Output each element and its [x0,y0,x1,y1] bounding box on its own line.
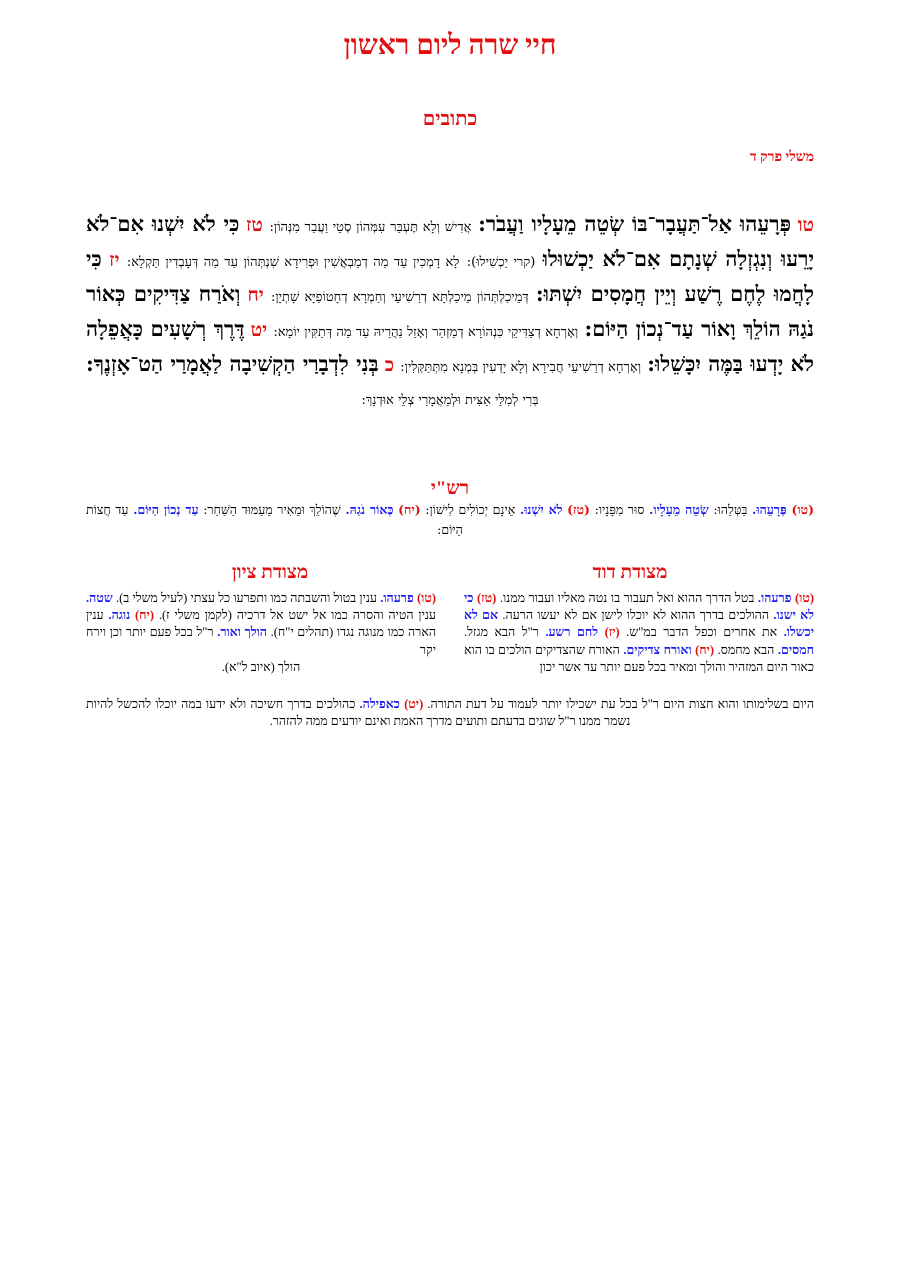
commentary-ref: (טו) [791,502,815,517]
commentary-text: אֵינָם יְכוֹלִים לִישׁוֹן: [425,502,516,517]
commentary-text: ר"ל בכל פעם יותר וכן וירח יקר [86,625,436,657]
commentary-ref: (טו) [416,591,437,605]
commentary-text: שֶׁהוֹלֵךְ וּמֵאִיר מֵעַמּוּד הַשַּׁחַר: [203,502,341,517]
metzudat-zion-column [86,590,436,676]
verse-number: טו [797,214,815,236]
verse-number: יח [247,284,264,306]
commentary-text: ר"ל הבא מגזל. [464,625,539,640]
dibur-hamatchil: כְּאוֹר נֹגַהּ. [345,502,394,517]
dibur-hamatchil: שטה. [86,591,113,605]
dibur-hamatchil: כאפילה. [359,697,400,711]
commentary-ref: (יח) [695,642,715,657]
commentary-text: את אחרים וכפל הדבר במ"ש. [626,625,778,640]
commentary-text: בטל הדרך ההוא ואל תעבור בו נטה מאליו ועבור ממנו. [499,591,755,605]
dibur-hamatchil: פְּרָעֵהוּ. [752,502,787,517]
verse-number: כ [384,354,395,376]
commentary-text: ענין בטול והשבתה כמו ותפרעו כל עצתי (לעיל משלי ב). [115,591,377,605]
metzudat-david-heading: מצודת דוד [592,562,668,583]
commentary-ref: (יח) [134,608,154,623]
dibur-hamatchil: כי לא ישנו. [464,591,814,623]
commentary-text: ענין הטיה והסרה כמו אל ישט אל דרכיה (לקמן משלי ז). [158,608,436,623]
dibur-hamatchil: לחם רשע. [545,625,599,640]
metzudat-david-continuation [86,696,814,730]
metzudat-david-column [464,590,814,695]
commentary-text: ענין הארה כמו מנוגה נגדו (תהלים י"ח). [86,608,437,640]
commentary-text: הבא מחמס. [717,642,775,657]
dibur-hamatchil: פרעהו. [757,591,792,605]
dibur-hamatchil: שְׂטֵה מֵעָלָיו. [649,502,709,517]
commentary-text: ההולכים בדרך ההוא לא יוכלו לישן אם לא יעשו הרעה. [502,608,770,623]
commentary-ref: (יז) [604,625,620,640]
commentary-text: עַד חֲצוֹת הַיּוֹם: [86,502,463,537]
dibur-hamatchil: הולך ואור. [217,625,267,640]
commentary-ref: (יט) [404,697,424,711]
commentary-ref: (טז) [567,502,590,517]
verse-number: יז [109,249,120,271]
dibur-hamatchil: פרעהו. [380,591,414,605]
commentary-text: הולך (איוב ל"א). [221,659,301,674]
verses-block [86,208,814,416]
commentary-ref: (יח) [398,502,421,517]
verse-targum: לָא דָמְכִין עַד מַה דְמַבְאֲשִׁין וּפְרִידָא שִׁנְתְּהוֹן עַד מַה דְּעָבְדִין תַּקְלָא: [126,255,460,270]
verse [263,211,815,236]
metzudat-zion-heading: מצודת ציון [231,562,309,583]
verse-qere: (קרי יַכְשִׁילוּ): [466,255,536,270]
verse-number: טז [246,214,263,236]
dibur-hamatchil: חמסים. [777,642,814,657]
commentary-ref: (טז) [476,591,497,605]
commentary-text: בַּטְּלֵהוּ: [713,502,748,517]
verse-targum: וְאָרְחָא דְרַשִׁיעֵי חֲבִירָא וְלָא יָדְעִין בְּמְנָא מִתְּתַּקְּלִין: [400,360,642,375]
verse-hebrew: דֶּרֶךְ רְשָׁעִים כָּאֲפֵלָה לֹא יָדְעוּ בַּמֶּה יִכָּשֵׁלוּ: [86,316,814,376]
verse-targum: דְּמֵיכַלְתְּהוֹן מֵיכַלְתָּא דְרַשִׁיעֵי וְחַמְרָא דְחָטוֹפַיָּא שָׁתְיָן: [270,290,529,305]
commentary-ref: (טו) [794,591,814,605]
section-heading: כתובים [422,108,478,130]
verse-targum: אֲדִישׁ וְלָא תֶּעְבַּר עִמְּהוֹן סְטֵי וַעֲבַר מִנְּהוֹן: [269,220,472,235]
commentary-text: כהולכים בדרך חשיכה ולא ידעו במה יוכלו להכשל להיות נשמר ממנו ר"ל שוגים בדעתם ותועים מדרך האמת ואינם יודעים ממה להזהר. [86,697,631,729]
verse-number: יט [250,319,268,341]
dibur-hamatchil: נוגה. [108,608,131,623]
dibur-hamatchil: ואורח צדיקים. [623,642,692,657]
chapter-heading: משלי פרק ד [749,150,814,165]
verse-targum: וְאָרְחָא דְצַדִּיקֵי כִּנְהוֹרָא דְמַזְהַר וְאָזֵל נַהֲרֵיהּ עַד מַה דְּתַקִּין יוֹמָא: [273,325,579,340]
rashi-commentary [86,500,814,540]
verse-hebrew: בְּנִי לִדְבָרַי הַקְשִׁיבָה לַאֲמָרַי הַט־אָזְנֶךָ: [86,351,379,376]
commentary-text: היום בשלימותו והוא חצות היום ר"ל בכל עת ישכילו יותר לעמוד על דעת התורה. [427,697,815,711]
verse-hebrew: וְאֹרַח צַדִּיקִים כְּאוֹר נֹגַהּ הוֹלֵךְ וָאוֹר עַד־נְכוֹן הַיּוֹם: [86,281,814,341]
verse-hebrew: כִּי לֹא יִשְׁנוּ אִם־לֹא יָרֵעוּ וְנִגְזְלָה שְׁנָתָם אִם־לֹא יַכְשׁוּלוּ [86,211,814,271]
commentary-text: סוּר מִפָּנָיו: [594,502,645,517]
verse-hebrew: כִּי לָחֲמוּ לֶחֶם רֶשַׁע וְיֵין חֲמָסִים יִשְׁתּוּ: [86,246,814,306]
dibur-hamatchil: אם לא יכשלו. [464,608,814,640]
dibur-hamatchil: עַד נְכוֹן הַיּוֹם. [133,502,199,517]
dibur-hamatchil: לֹא יִשְׁנוּ. [519,502,563,517]
commentary-text: האורח שהצדיקים הולכים בו הוא כאור היום המזהיר והולך ומאיר בכל פעם יותר עד אשר יכון [464,642,814,674]
verse-targum: בְּרִי לְמִלַּי אַצִּית וּלְמַאֲמָרַי צְלֵי אוּדְנָךְ: [361,393,539,408]
verse-hebrew: פְּרָעֵהוּ אַל־תַּעֲבָר־בּוֹ שְׂטֵה מֵעָלָיו וַעֲבֹר: [478,211,792,236]
rashi-heading: רש"י [430,478,470,499]
page-title: חיי שרה ליום ראשון [343,30,557,61]
